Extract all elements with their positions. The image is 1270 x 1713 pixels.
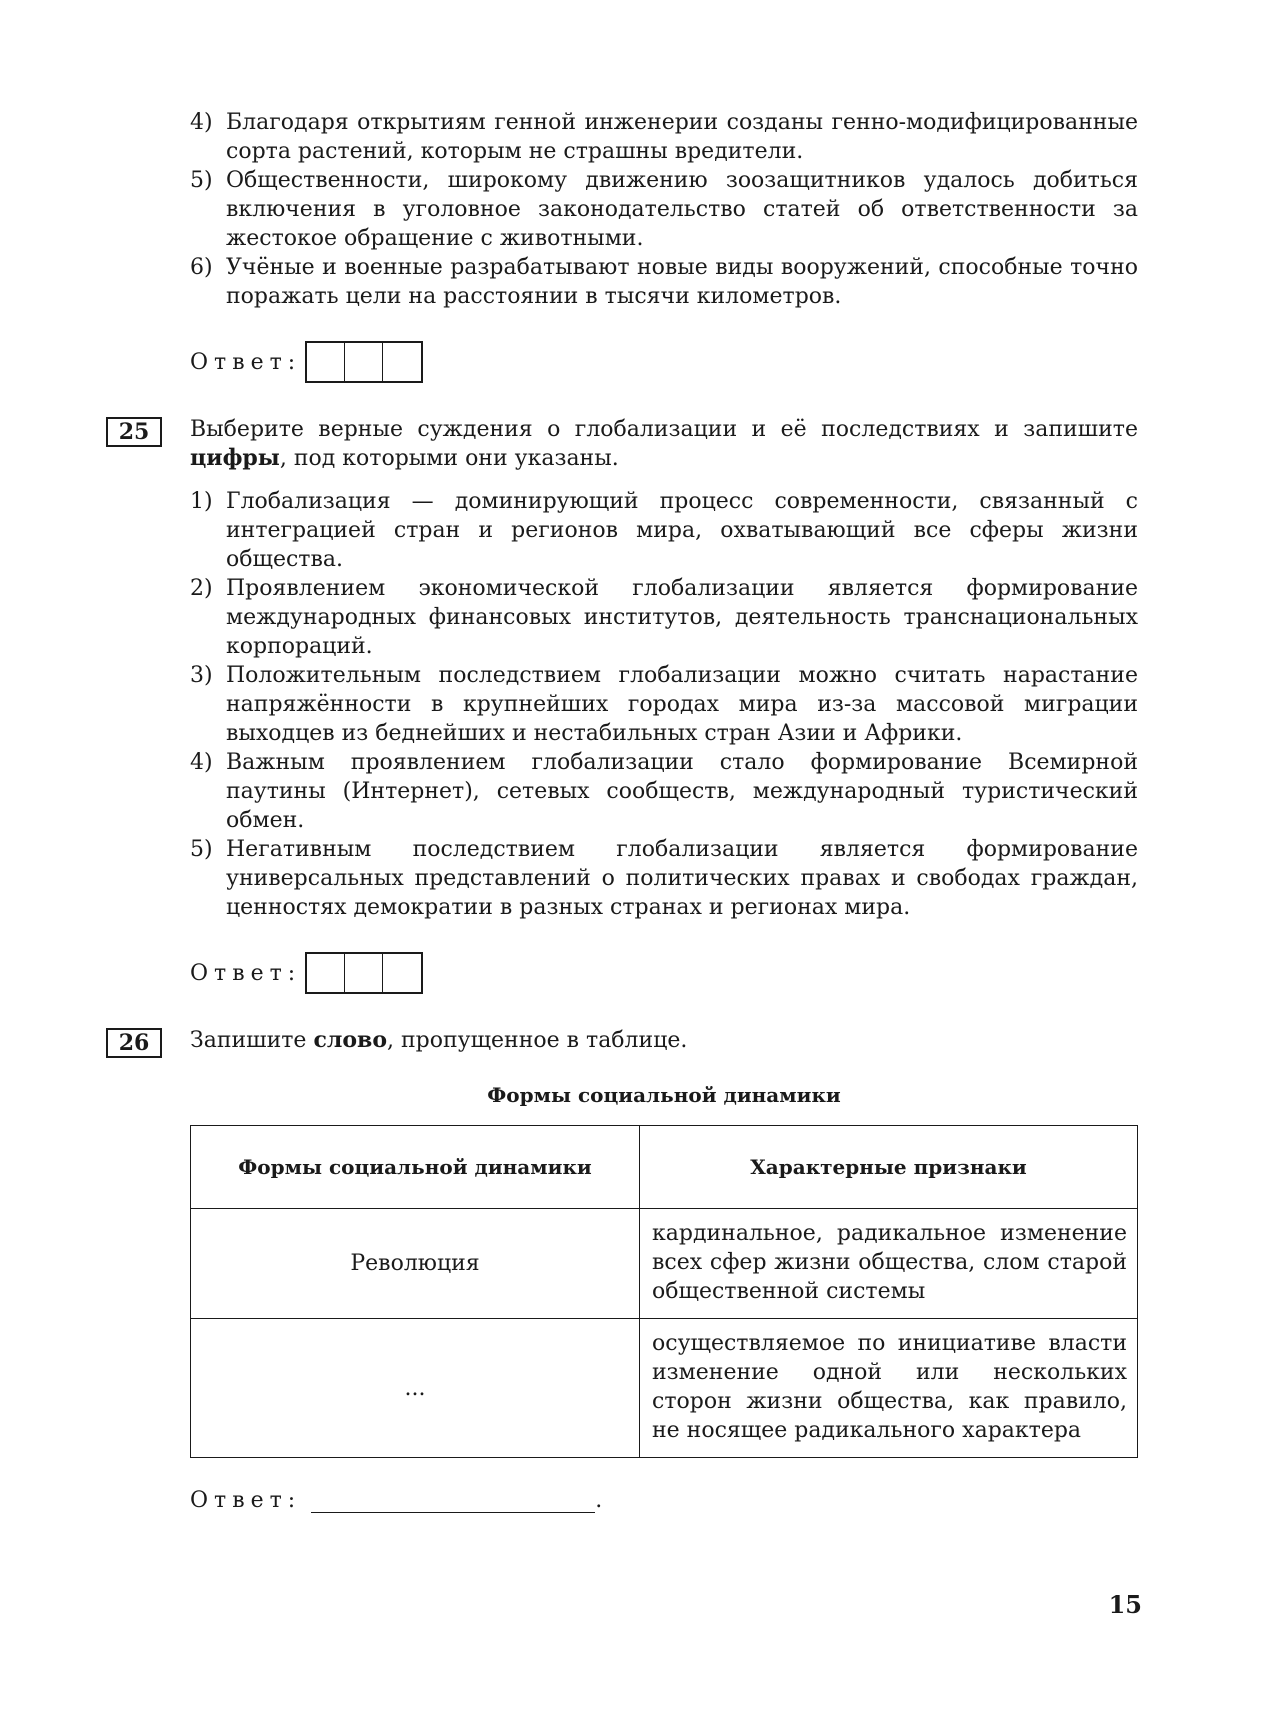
- list-item: [190, 253, 1138, 311]
- form-cell: Революция: [191, 1209, 640, 1319]
- option-text: Проявлением экономической глобализации является формирование международных финансовых институтов, деятельность транснациональных корпораций.: [226, 576, 1138, 659]
- prompt-text: , под которыми они указаны.: [279, 446, 619, 471]
- prompt-text: Запишите: [190, 1028, 314, 1053]
- task-prompt: [190, 1026, 1138, 1055]
- option-text: Негативным последствием глобализации является формирование универсальных представлений о политических правах и свободах граждан, ценностях демократии в разных странах и регионах мира.: [226, 837, 1138, 920]
- prompt-keyword: слово: [313, 1027, 387, 1053]
- option-number: 5): [190, 837, 213, 862]
- signs-cell: кардинальное, радикальное изменение всех сфер жизни общества, слом старой общественной системы: [640, 1209, 1138, 1319]
- option-text: Благодаря открытиям генной инженерии созданы генно-модифицированные сорта растений, которым не страшны вредители.: [226, 110, 1138, 164]
- list-item: [190, 661, 1138, 748]
- task-number-badge: 25: [106, 417, 162, 447]
- option-text: Важным проявлением глобализации стало формирование Всемирной паутины (Интернет), сетевых сообществ, международный туристический обмен.: [226, 750, 1138, 833]
- prompt-text: Выберите верные суждения о глобализации и её последствиях и запишите: [190, 417, 1138, 442]
- list-item: [190, 487, 1138, 574]
- list-item: [190, 835, 1138, 922]
- table-row: [191, 1209, 1138, 1319]
- social-dynamics-table: [190, 1125, 1138, 1458]
- answer-cell[interactable]: [307, 343, 345, 381]
- option-number: 4): [190, 750, 213, 775]
- answer-label: Ответ:: [190, 1488, 302, 1513]
- column-header: Формы социальной динамики: [191, 1126, 640, 1209]
- answer-label: Ответ:: [190, 349, 302, 375]
- list-item: [190, 574, 1138, 661]
- option-text: Глобализация — доминирующий процесс современности, связанный с интеграцией стран и регионов мира, охватывающий все сферы жизни общества.: [226, 489, 1138, 572]
- task26-answer: [190, 1488, 1138, 1513]
- answer-cell[interactable]: [345, 343, 383, 381]
- page-number: 15: [1108, 1590, 1142, 1619]
- answer-line[interactable]: [311, 1490, 595, 1513]
- list-item: [190, 166, 1138, 253]
- task-prompt: [190, 415, 1138, 473]
- answer-boxes[interactable]: [305, 952, 423, 994]
- answer-boxes[interactable]: [305, 341, 423, 383]
- answer-cell[interactable]: [345, 954, 383, 992]
- list-item: [190, 748, 1138, 835]
- table-header-row: [191, 1126, 1138, 1209]
- answer-cell[interactable]: [383, 343, 421, 381]
- task25-answer: [190, 952, 1138, 994]
- table-row: [191, 1319, 1138, 1458]
- column-header: Характерные признаки: [640, 1126, 1138, 1209]
- task25-options-list: [190, 487, 1138, 922]
- answer-cell[interactable]: [307, 954, 345, 992]
- option-number: 5): [190, 168, 213, 193]
- missing-form-cell: ...: [191, 1319, 640, 1458]
- prompt-text: , пропущенное в таблице.: [387, 1028, 688, 1053]
- option-text: Учёные и военные разрабатывают новые виды вооружений, способные точно поражать цели на расстоянии в тысячи километров.: [226, 255, 1138, 309]
- task-25: [118, 415, 1138, 994]
- option-number: 1): [190, 489, 213, 514]
- task-number-badge: 26: [106, 1028, 162, 1058]
- option-number: 3): [190, 663, 213, 688]
- task-26: [118, 1026, 1138, 1513]
- task24-options-list: [190, 108, 1138, 311]
- answer-period: .: [595, 1488, 609, 1513]
- option-number: 2): [190, 576, 213, 601]
- option-number: 4): [190, 110, 213, 135]
- table-title: Формы социальной динамики: [487, 1083, 841, 1107]
- list-item: [190, 108, 1138, 166]
- option-text: Общественности, широкому движению зоозащитников удалось добиться включения в уголовное законодательство статей об ответственности за жестокое обращение с животными.: [226, 168, 1138, 251]
- answer-cell[interactable]: [383, 954, 421, 992]
- signs-cell: осуществляемое по инициативе власти изменение одной или нескольких сторон жизни общества, как правило, не носящее радикального характера: [640, 1319, 1138, 1458]
- answer-label: Ответ:: [190, 960, 302, 986]
- option-number: 6): [190, 255, 213, 280]
- task24-answer: [190, 341, 1138, 383]
- prompt-keyword: цифры: [190, 445, 280, 471]
- option-text: Положительным последствием глобализации можно считать нарастание напряжённости в крупнейших городах мира из-за массовой миграции выходцев из беднейших и нестабильных стран Азии и Африки.: [226, 663, 1138, 746]
- content: [118, 108, 1138, 1513]
